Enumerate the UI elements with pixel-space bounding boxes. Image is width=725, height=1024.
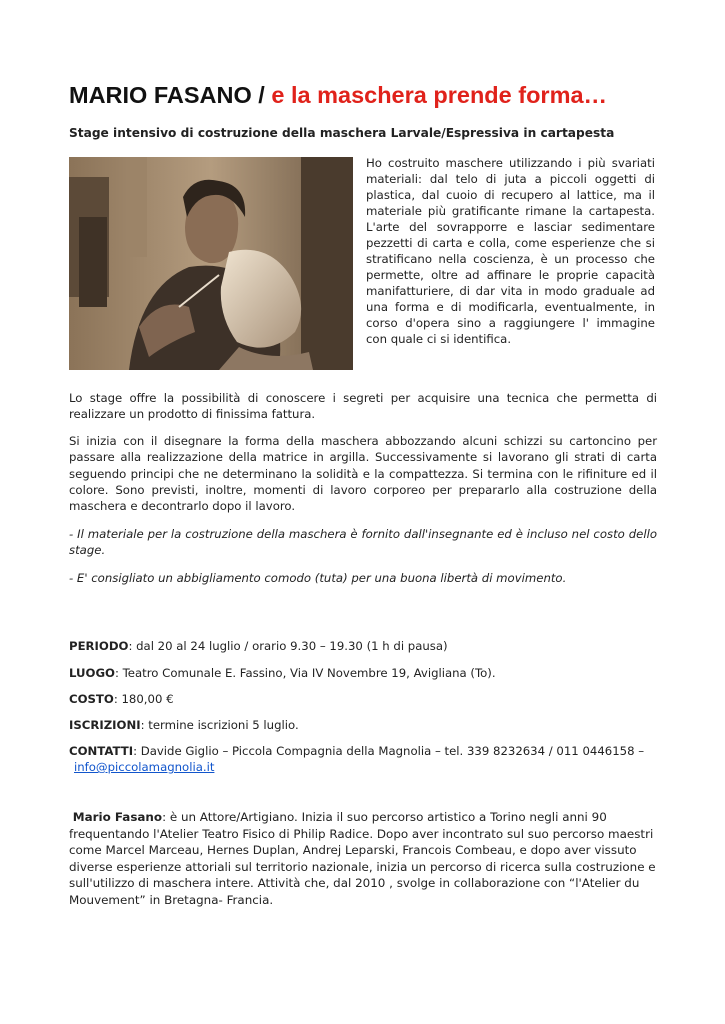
info-luogo-label: LUOGO [69, 666, 115, 680]
bio-name: Mario Fasano [72, 810, 163, 824]
bio-paragraph [69, 809, 659, 909]
intro-paragraph: Ho costruito maschere utilizzando i più svariati materiali: dal telo di juta a piccoli oggetti di plastica, dal cuoio di recupero al lattice, ma il materiale più gratificante rimane la cartapesta. L'arte del sovrapporre e lasciar sedimentare pezzetti di carta e colla, come esperienze che si stratificano nella coscienza, è un processo che permette, oltre ad affinare le proprie capacità manifatturiere, di dar vita in modo graduale ad una forma e di modificarla, eventualmente, in corso d'opera sino a raggiungere l' immagine con quale ci si identifica. [366, 156, 655, 346]
info-costo [69, 691, 659, 707]
info-iscrizioni-value: : termine iscrizioni 5 luglio. [140, 718, 299, 732]
contact-email-link[interactable]: info@piccolamagnolia.it [74, 760, 215, 774]
info-luogo [69, 665, 659, 681]
paragraph-process: Si inizia con il disegnare la forma della maschera abbozzando alcuni schizzi su cartoncino per passare alla realizzazione della matrice in argilla. Successivamente si lavorano gli strati di carta seguendo principi che ne determinano la solidità e la compattezza. Si termina con le rifiniture ed il colore. Sono previsti, inoltre, momenti di lavoro corporeo per prepararlo alla costruzione della maschera e decontrarlo dopo il lavoro. [69, 434, 657, 514]
title-tagline: e la maschera prende forma… [271, 82, 608, 108]
paragraph-stage-offer: Lo stage offre la possibilità di conoscere i segreti per acquisire una tecnica che permetta di realizzare un prodotto di finissima fattura. [69, 391, 657, 422]
info-contatti [69, 743, 659, 775]
stage-subtitle: Stage intensivo di costruzione della maschera Larvale/Espressiva in cartapesta [69, 126, 615, 140]
info-luogo-value: : Teatro Comunale E. Fassino, Via IV Novembre 19, Avigliana (To). [115, 666, 496, 680]
note-materials: - Il materiale per la costruzione della maschera è fornito dall'insegnante ed è incluso nel costo dello stage. [69, 527, 657, 558]
info-iscrizioni [69, 717, 659, 733]
info-costo-label: COSTO [69, 692, 114, 706]
title-separator: / [251, 82, 272, 108]
info-costo-value: : 180,00 € [113, 692, 174, 706]
info-iscrizioni-label: ISCRIZIONI [69, 718, 141, 732]
page-title [69, 82, 669, 109]
note-clothing: - E' consigliato un abbigliamento comodo (tuta) per una buona libertà di movimento. [69, 571, 567, 585]
info-contatti-value: : Davide Giglio – Piccola Compagnia della Magnolia – tel. 339 8232634 / 011 0446158 – [133, 744, 645, 758]
info-contatti-label: CONTATTI [69, 744, 134, 758]
bio-text: : è un Attore/Artigiano. Inizia il suo percorso artistico a Torino negli anni 90 frequentando l'Atelier Teatro Fisico di Philip Radice. Dopo aver incontrato sul suo percorso maestri come Marcel Marceau, Hernes Duplan, Andrej Leparski, Francois Combeau, e dopo aver vissuto diverse esperienze attoriali sul territorio nazionale, inizia un percorso di ricerca sulla costruzione e sull'utilizzo di maschera intere. Attività che, dal 2010 , svolge in collaborazione con “l'Atelier du Mouvement” in Bretagna- Francia. [69, 810, 656, 907]
artisan-photo [69, 157, 353, 370]
info-periodo [69, 638, 659, 654]
info-periodo-value: : dal 20 al 24 luglio / orario 9.30 – 19.30 (1 h di pausa) [128, 639, 448, 653]
mask-maker-illustration [69, 157, 353, 370]
info-periodo-label: PERIODO [69, 639, 129, 653]
title-name: MARIO FASANO [69, 82, 252, 108]
